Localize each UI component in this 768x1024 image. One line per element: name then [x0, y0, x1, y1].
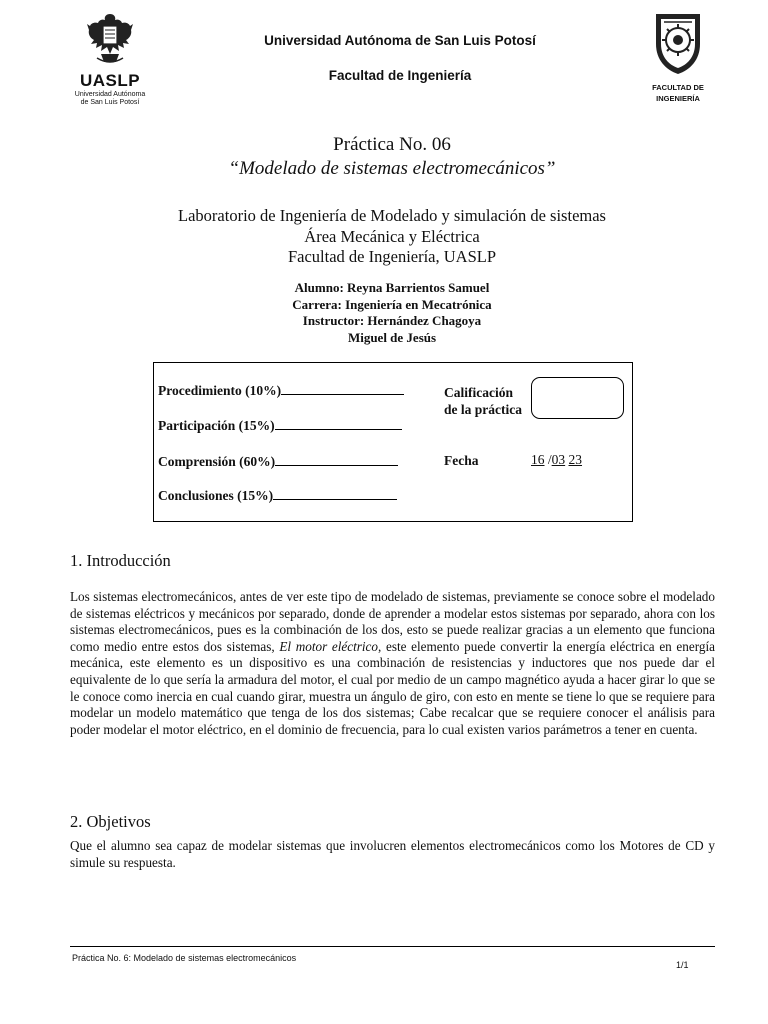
instructor-name: Instructor: Hernández Chagoya — [302, 313, 482, 328]
lab-line-1: Laboratorio de Ingeniería de Modelado y simulación de sistemas — [178, 206, 606, 225]
grade-comprension — [158, 453, 398, 470]
lab-line-3: Facultad de Ingeniería, UASLP — [287, 247, 497, 266]
university-name: Universidad Autónoma de San Luis Potosí — [264, 33, 536, 48]
date-value: 16 /03 23 — [531, 452, 583, 467]
uaslp-logo — [70, 10, 150, 107]
final-grade-label-1: Calificación — [444, 385, 513, 400]
lab-info — [0, 206, 768, 268]
final-grade-box[interactable] — [531, 377, 624, 419]
final-grade-label — [444, 384, 522, 418]
grade-conclusiones-line — [273, 487, 397, 500]
grade-comprension-label: Comprensión (60%) — [158, 454, 276, 469]
footer-divider — [70, 946, 715, 947]
grade-procedimiento — [158, 382, 404, 399]
practice-title: Práctica No. 06 — [333, 134, 451, 155]
student-info — [0, 280, 768, 346]
student-name: Alumno: Reyna Barrientos Samuel — [294, 280, 490, 295]
intro-paragraph — [70, 589, 715, 738]
objectives-heading: 2. Objetivos — [70, 812, 151, 831]
footer-text: Práctica No. 6: Modelado de sistemas electromecánicos — [72, 953, 297, 963]
intro-text-2: , este elemento puede convertir la energía eléctrica en energía mecánica, este elemento es un dispositivo es una combinación de resistencias y inductores que nos puede dar el equivalente de lo que sería la armadura del motor, el cual por medio de un campo magnético ayuda a hacer girar lo que se le conoce como inercia en cual cuando girar, muestra un ángulo de giro, con esto en mente se tiene lo que se requiere para modelar un modelo matemático que tenga de los dos sistemas; Cabe recalcar que se requiere conocer el análisis para poder modelar el motor eléctrico, en el dominio de frecuencia, para lo cual existen varios parámetros a tener en cuenta. — [70, 638, 715, 737]
lab-line-2: Área Mecánica y Eléctrica — [304, 226, 480, 246]
faculty-logo — [640, 10, 716, 103]
grade-conclusiones — [158, 487, 397, 504]
final-grade-label-2: de la práctica — [444, 402, 522, 417]
date-label: Fecha — [444, 453, 479, 468]
uaslp-logo-sub1: Universidad Autónoma — [74, 91, 146, 98]
faculty-seal-icon — [652, 10, 704, 76]
faculty-logo-text1: FACULTAD DE — [652, 83, 704, 92]
grade-participacion-line — [275, 417, 402, 430]
faculty-logo-text2: INGENIERÍA — [656, 94, 700, 103]
grade-procedimiento-label: Procedimiento (10%) — [158, 383, 282, 398]
grade-participacion — [158, 417, 402, 434]
grade-participacion-label: Participación (15%) — [158, 418, 275, 433]
practice-subtitle: “Modelado de sistemas electromecánicos” — [228, 158, 556, 179]
faculty-name: Facultad de Ingeniería — [328, 68, 472, 83]
uaslp-logo-name: UASLP — [79, 71, 141, 90]
student-career: Carrera: Ingeniería en Mecatrónica — [292, 296, 492, 312]
date-year: 23 — [568, 452, 583, 467]
intro-heading: 1. Introducción — [70, 551, 171, 570]
instructor-name-2: Miguel de Jesús — [347, 329, 437, 345]
grade-comprension-line — [275, 453, 398, 466]
intro-text-italic: El motor eléctrico — [279, 638, 379, 654]
intro-text-1: Los sistemas electromecánicos, antes de ver este tipo de modelado de sistemas, previamente se conoce sobre el modelado de sistemas eléctricos y mecánicos por separado, donde de aprender a modelar estos sistemas por separado, ahora con los sistemas electromecánicos, pues es la combinación de los dos, esto se puede realizar gracias a un elemento que funciona como medio entre estos dos sistemas, — [70, 589, 715, 654]
uaslp-logo-sub2: de San Luis Potosí — [80, 99, 140, 106]
page-number: 1/1 — [676, 960, 689, 970]
date-day: 16 — [531, 452, 545, 467]
objectives-paragraph: Que el alumno sea capaz de modelar sistemas que involucren elementos electromecánicos como los Motores de CD y simule su respuesta. — [70, 838, 715, 870]
eagle-crest-icon — [83, 10, 137, 66]
date-month: 03 — [551, 452, 566, 467]
grade-procedimiento-line — [281, 382, 404, 395]
grade-conclusiones-label: Conclusiones (15%) — [158, 488, 274, 503]
